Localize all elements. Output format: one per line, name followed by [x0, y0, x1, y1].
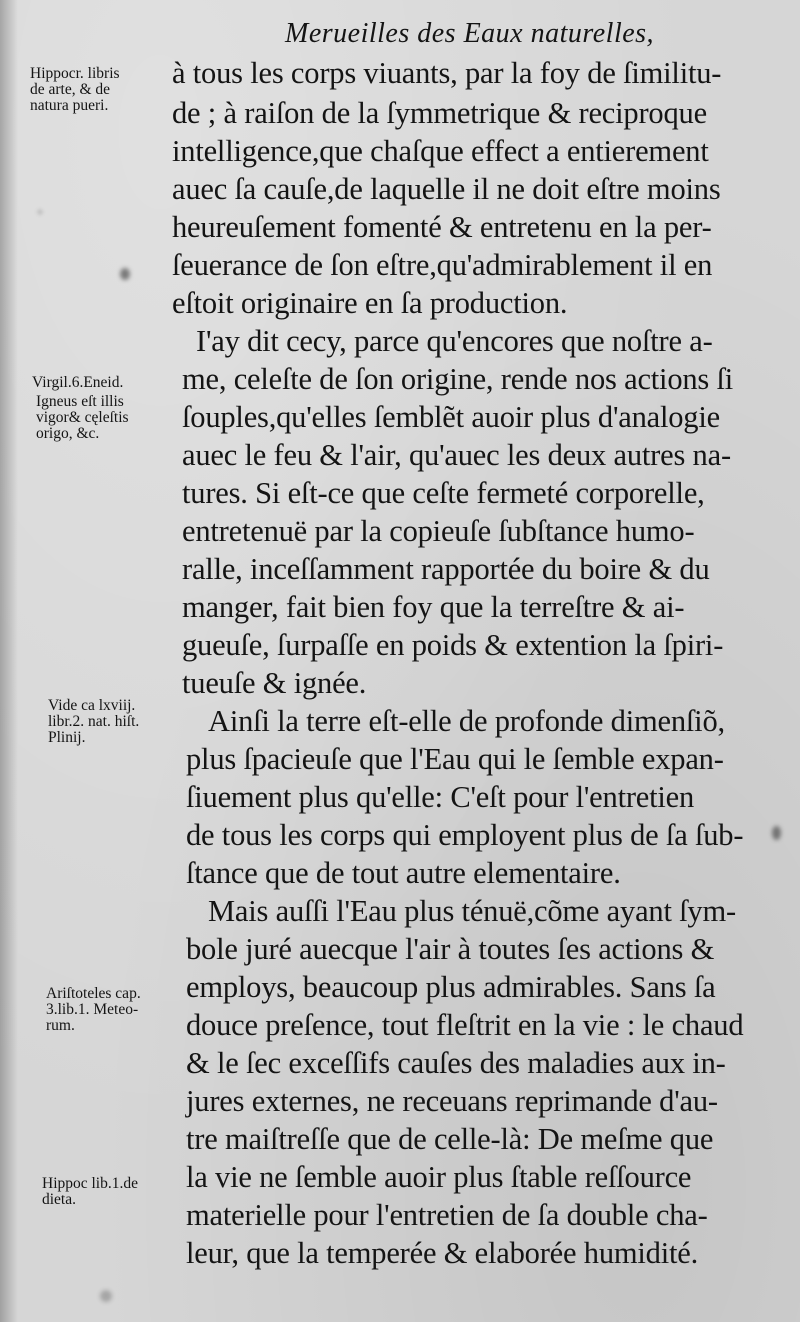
margin-note-line: Hippocr. libris	[30, 65, 120, 82]
margin-note	[30, 66, 120, 114]
margin-note-line: rum.	[46, 1017, 75, 1034]
text-line: douce preſence, tout fleſtrit en la vie : le chaud	[186, 1008, 744, 1042]
text-line: Mais auſſi l'Eau plus ténuë,cõme ayant ſym-	[208, 894, 736, 928]
margin-note-line: 3.lib.1. Meteo-	[46, 1001, 139, 1018]
text-line: Ainſi la terre eſt-elle de profonde dimenſiõ,	[208, 704, 725, 738]
text-line: plus ſpacieuſe que l'Eau qui le ſemble expan-	[186, 742, 724, 776]
text-line: I'ay dit cecy, parce qu'encores que noſtre a-	[196, 324, 713, 358]
margin-note-line: Vide ca lxviij.	[48, 697, 136, 714]
margin-note-line: de arte, & de	[30, 81, 111, 98]
margin-note-line: origo, &c.	[36, 425, 100, 442]
text-line: ſtance que de tout autre elementaire.	[186, 856, 621, 890]
text-line: auec le feu & l'air, qu'auec les deux autres na-	[182, 438, 731, 472]
text-line: tueuſe & ignée.	[182, 666, 367, 700]
text-line: eſtoit originaire en ſa production.	[172, 286, 568, 320]
margin-note	[48, 698, 139, 746]
margin-note-line: vigor& cęleſtis	[36, 409, 129, 426]
text-line: de tous les corps qui employent plus de ſa ſub-	[186, 818, 744, 852]
margin-note	[42, 1176, 138, 1208]
text-line: ſeuerance de ſon eſtre,qu'admirablement il en	[172, 248, 713, 282]
text-line: leur, que la temperée & elaborée humidité.	[186, 1236, 699, 1270]
text-line: de ; à raiſon de la ſymmetrique & reciproque	[172, 96, 707, 130]
ink-blemish	[38, 210, 42, 214]
margin-note-line: Hippoc lib.1.de	[42, 1175, 138, 1192]
ink-blemish	[120, 268, 130, 280]
margin-note-line: Igneus eſt illis	[36, 393, 124, 410]
ink-blemish	[772, 826, 781, 840]
ink-blemish	[100, 1290, 112, 1302]
margin-note	[32, 375, 123, 391]
margin-note-line: Ariſtoteles cap.	[46, 985, 141, 1002]
margin-note-line: natura pueri.	[30, 97, 109, 114]
text-line: me, celeſte de ſon origine, rende nos actions ſi	[182, 362, 734, 396]
text-line: manger, fait bien foy que la terreſtre & ai-	[182, 590, 685, 624]
text-line: auec ſa cauſe,de laquelle il ne doit eſtre moins	[172, 172, 721, 206]
text-line: ſouples,qu'elles ſemblẽt auoir plus d'analogie	[182, 400, 720, 434]
text-line: ralle, inceſſamment rapportée du boire & du	[182, 552, 710, 586]
margin-note-line: Virgil.6.Eneid.	[32, 374, 124, 391]
margin-note-line: libr.2. nat. hiſt.	[48, 713, 140, 730]
text-line: & le ſec exceſſifs cauſes des maladies aux in-	[186, 1046, 726, 1080]
text-line: bole juré auecque l'air à toutes ſes actions &	[186, 932, 715, 966]
text-line: jures externes, ne receuans reprimande d'au-	[186, 1084, 718, 1118]
text-line: ſiuement plus qu'elle: C'eſt pour l'entretien	[186, 780, 695, 814]
running-head: Merueilles des Eaux naturelles,	[285, 18, 655, 49]
text-line: materielle pour l'entretien de ſa double cha-	[186, 1198, 708, 1232]
text-line: employs, beaucoup plus admirables. Sans ſa	[186, 970, 716, 1004]
text-line: gueuſe, ſurpaſſe en poids & extention la ſpiri-	[182, 628, 724, 662]
margin-note-line: dieta.	[42, 1191, 76, 1208]
text-line: tures. Si eſt-ce que ceſte fermeté corporelle,	[182, 476, 705, 510]
margin-note	[46, 986, 141, 1034]
text-line: heureuſement fomenté & entretenu en la per-	[172, 210, 712, 244]
text-line: à tous les corps viuants, par la foy de ſimilitu-	[172, 56, 722, 90]
text-line: entretenuë par la copieuſe ſubſtance humo-	[182, 514, 695, 548]
text-line: tre maiſtreſſe que de celle-là: De meſme que	[186, 1122, 714, 1156]
page-edge-shadow	[0, 0, 18, 1322]
text-line: la vie ne ſemble auoir plus ſtable reſſource	[186, 1160, 692, 1194]
margin-note	[36, 394, 129, 442]
text-line: intelligence,que chaſque effect a entierement	[172, 134, 709, 168]
margin-note-line: Plinij.	[48, 729, 86, 746]
